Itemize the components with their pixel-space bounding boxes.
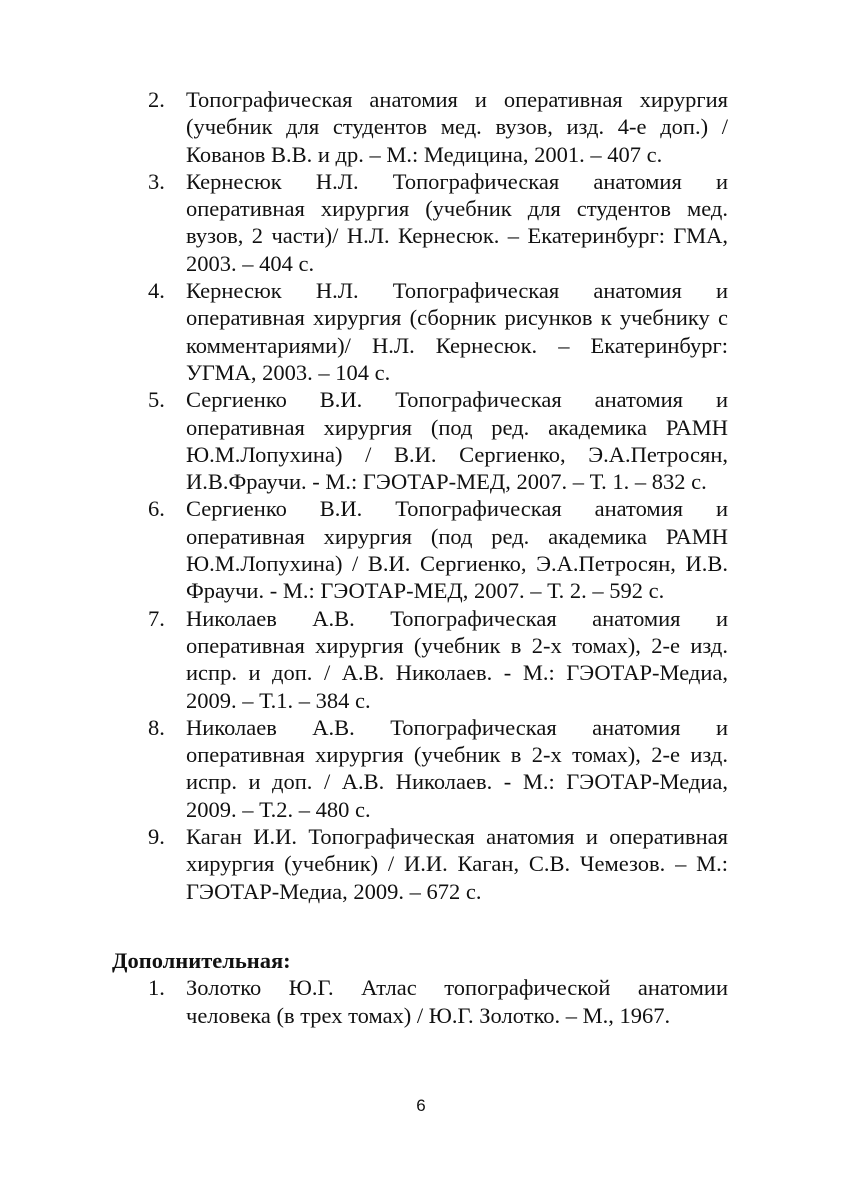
bibliography-item [112,386,728,495]
additional-bibliography-list [112,974,728,1029]
page-number: 6 [416,1096,426,1115]
item-number: 4. [148,278,165,304]
item-number: 2. [148,87,165,112]
item-text: Сергиенко В.И. Топографическая анатомия и оперативная хирургия (под ред. академика РАМН Ю.М.Лопухина) / В.И. Сергиенко, Э.А.Петросян, И.В.Фраучи. - М.: ГЭОТАР-МЕД, 2007. – Т. 1. – 832 с. [186,387,728,495]
main-bibliography-list [112,86,728,905]
item-text: Сергиенко В.И. Топографическая анатомия и оперативная хирургия (под ред. академика РАМН Ю.М.Лопухина) / В.И. Сергиенко, Э.А.Петросян, И.В. Фраучи. - М.: ГЭОТАР-МЕД, 2007. – Т. 2. – 592 с. [186,496,728,604]
item-text: Золотко Ю.Г. Атлас топографической анатомии человека (в трех томах) / Ю.Г. Золотко. – М., 1967. [186,975,728,1028]
item-number: 1. [148,975,165,1001]
item-text: Каган И.И. Топографическая анатомия и оперативная хирургия (учебник) / И.И. Каган, С.В. Чемезов. – М.: ГЭОТАР-Медиа, 2009. – 672 с. [186,824,728,904]
item-text: Николаев А.В. Топографическая анатомия и оперативная хирургия (учебник в 2-х томах), 2-е изд. испр. и доп. / А.В. Николаев. - М.: ГЭОТАР-Медиа, 2009. – Т.2. – 480 с. [186,714,728,822]
item-number: 9. [148,824,165,850]
section-heading-additional: Дополнительная: [112,947,291,973]
page-content [112,86,728,1029]
bibliography-item [112,605,728,714]
item-number: 3. [148,168,165,194]
bibliography-item [112,823,728,905]
item-number: 5. [148,387,165,413]
item-number: 7. [148,605,165,631]
item-text: Кернесюк Н.Л. Топографическая анатомия и оперативная хирургия (учебник для студентов мед. вузов, 2 части)/ Н.Л. Кернесюк. – Екатеринбург: ГМА, 2003. – 404 с. [186,168,728,276]
item-number: 8. [148,714,165,740]
bibliography-item [112,495,728,604]
item-text: Николаев А.В. Топографическая анатомия и оперативная хирургия (учебник в 2-х томах), 2-е изд. испр. и доп. / А.В. Николаев. - М.: ГЭОТАР-Медиа, 2009. – Т.1. – 384 с. [186,605,728,713]
item-text: Кернесюк Н.Л. Топографическая анатомия и оперативная хирургия (сборник рисунков к учебнику с комментариями)/ Н.Л. Кернесюк. – Екатеринбург: УГМА, 2003. – 104 с. [186,278,728,385]
bibliography-item [112,714,728,823]
bibliography-item [112,168,728,277]
bibliography-item [112,86,728,168]
bibliography-item [112,974,728,1029]
item-text: Топографическая анатомия и оперативная хирургия (учебник для студентов мед. вузов, изд. 4-е доп.) / Кованов В.В. и др. – М.: Медицина, 2001. – 407 с. [186,87,728,167]
bibliography-item [112,277,728,386]
item-number: 6. [148,496,165,522]
